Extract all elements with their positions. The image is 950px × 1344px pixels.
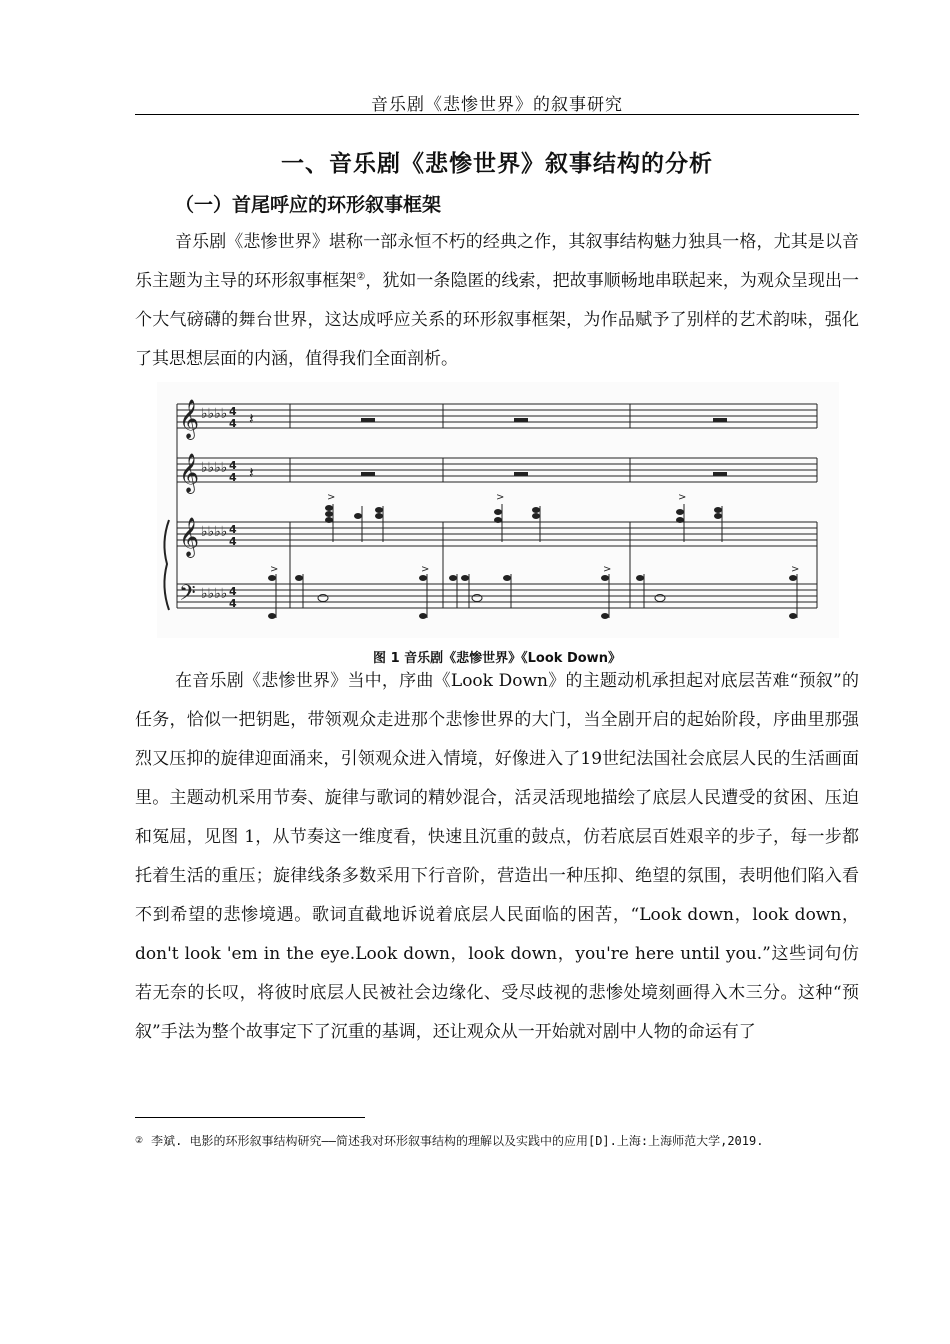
paragraph-look-down: 在音乐剧《悲惨世界》当中，序曲《Look Down》的主题动机承担起对底层苦难“预叙”的任务，恰似一把钥匙，带领观众走进那个悲惨世界的大门，当全剧开启的起始阶段，序曲里那强烈又压抑的旋律迎面涌来，引领观众进入情境，好像进入了19世纪法国社会底层人民的生活画面里。主题动机采用节奏、旋律与歌词的精妙混合，活灵活现地描绘了底层人民遭受的贫困、压迫和冤屈，见图 1，从节奏这一维度看，快速且沉重的鼓点，仿若底层百姓艰辛的步子，每一步都托着生活的重压；旋律线条多数采用下行音阶，营造出一种压抑、绝望的氛围，表明他们陷入看不到希望的悲惨境遇。歌词直截地诉说着底层人民面临的困苦，“Look down，look down，don't look 'em in the eye.Look down，look down，you're here until you.”这些词句仿若无奈的长叹，将彼时底层人民被社会边缘化、受尽歧视的悲惨处境刻画得入木三分。这种“预叙”手法为整个故事定下了沉重的基调，还让观众从一开始就对剧中人物的命运有了: [135, 671, 859, 1042]
paragraph-intro-text: 音乐剧《悲惨世界》堪称一部永恒不朽的经典之作，其叙事结构魅力独具一格，尤其是以音乐主题为主导的环形叙事框架: [135, 232, 859, 291]
svg-text:𝄽: 𝄽: [249, 409, 254, 428]
svg-text:4: 4: [229, 405, 237, 418]
svg-text:𝄞: 𝄞: [179, 517, 200, 557]
noteheads: [268, 418, 800, 619]
svg-text:>: >: [496, 492, 505, 503]
footnote-reference[interactable]: ②: [356, 271, 366, 283]
footnote: [135, 1128, 859, 1154]
svg-text:𝄢: 𝄢: [179, 581, 196, 611]
svg-text:4: 4: [229, 523, 237, 536]
svg-text:𝄞: 𝄞: [179, 453, 200, 493]
figure-caption: 图 1 音乐剧《悲惨世界》《Look Down》: [373, 651, 621, 666]
svg-text:4: 4: [229, 471, 237, 484]
svg-text:4: 4: [229, 597, 237, 610]
footnote-text: 李斌. 电影的环形叙事结构研究——简述我对环形叙事结构的理解以及实践中的应用[D].上海:上海师范大学,2019.: [151, 1134, 764, 1148]
staff-2: [177, 458, 817, 482]
footnote-mark: ②: [135, 1136, 144, 1146]
svg-text:𝄽: 𝄽: [249, 463, 254, 482]
svg-text:♭♭♭♭: ♭♭♭♭: [201, 460, 228, 476]
running-header: 音乐剧《悲惨世界》的叙事研究: [135, 90, 859, 115]
footnote-divider: [135, 1117, 365, 1118]
paragraph-intro: [135, 223, 859, 379]
staff-4: [177, 584, 817, 608]
svg-text:>: >: [270, 564, 279, 575]
svg-text:4: 4: [229, 585, 237, 598]
svg-text:♭♭♭♭: ♭♭♭♭: [201, 524, 228, 540]
svg-text:>: >: [327, 492, 336, 503]
music-score-figure: [157, 382, 839, 638]
svg-text:4: 4: [229, 459, 237, 472]
svg-text:>: >: [603, 564, 612, 575]
svg-text:4: 4: [229, 535, 237, 548]
section-title: 一、音乐剧《悲惨世界》叙事结构的分析: [281, 151, 713, 177]
svg-text:>: >: [678, 492, 687, 503]
svg-text:𝄞: 𝄞: [179, 399, 200, 439]
subsection-title: （一）首尾呼应的环形叙事框架: [175, 194, 442, 216]
paragraph-intro-text-cont: ，犹如一条隐匿的线索，把故事顺畅地串联起来，为观众呈现出一个大气磅礴的舞台世界，这达成呼应关系的环形叙事框架，为作品赋予了别样的艺术韵味，强化了其思想层面的内涵，值得我们全面剖析。: [135, 271, 860, 369]
svg-text:>: >: [791, 564, 800, 575]
staff-1: [177, 404, 817, 428]
svg-text:♭♭♭♭: ♭♭♭♭: [201, 406, 228, 422]
svg-text:4: 4: [229, 417, 237, 430]
staff-3: [177, 522, 817, 546]
note-stems: [276, 504, 800, 618]
music-score-image: [157, 382, 839, 638]
svg-text:>: >: [421, 564, 430, 575]
svg-text:♭♭♭♭: ♭♭♭♭: [201, 586, 228, 602]
